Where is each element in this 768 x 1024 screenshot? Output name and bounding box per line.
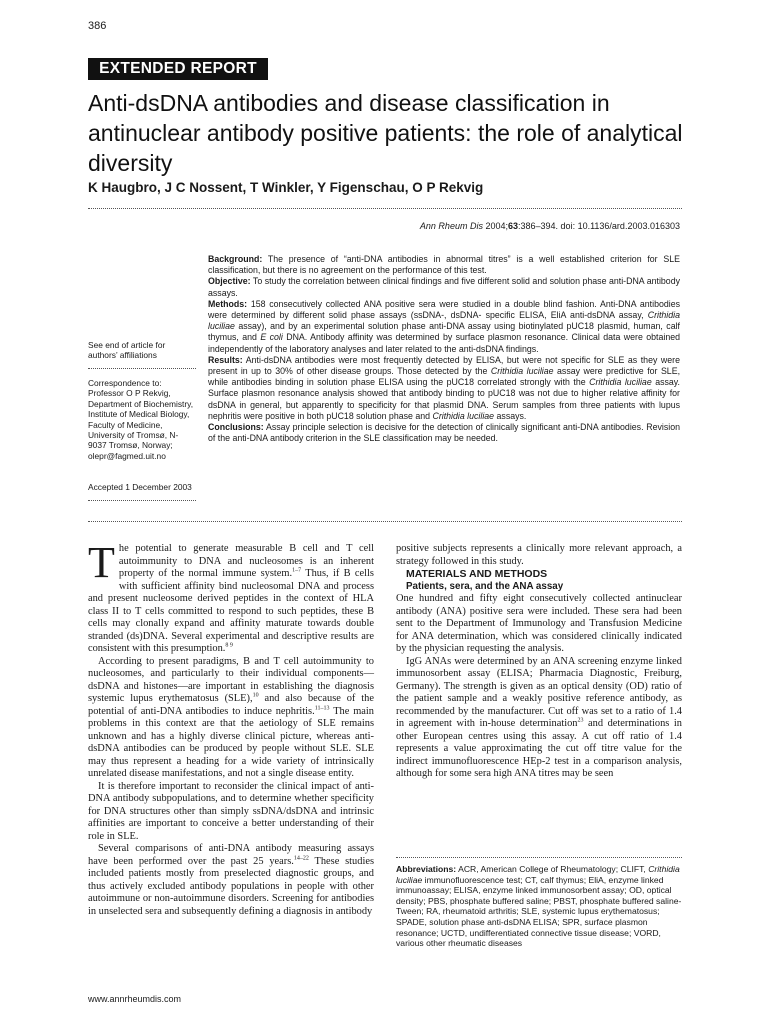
sidebar-divider xyxy=(88,368,196,369)
abstract-divider xyxy=(88,521,682,522)
abstract-conclusions: Conclusions: Assay principle selection is decisive for the detection of clinically significant anti-DNA antibodies. Revision of the anti-DNA antibody criterion in the SLE classification may be needed. xyxy=(208,422,680,444)
abbreviations-note: Abbreviations: ACR, American College of Rheumatology; CLIFT, Crithidia luciliae immunofluorescence test; CT, calf thymus; EliA, enzyme linked immunoassay; ELISA, enzyme linked immunosorbent assay; OD, optical density; PBS, phosphate buffered saline; PBST, phosphate buffered saline-Tween; RA, rheumatoid arthritis; SLE, systemic lupus erythematosus; SPADE, solution phase anti-dsDNA ELISA; SPR, surface plasmon resonance; UCTD, undifferentiated connective tissue disease; VORD, various other rheumatic diseases xyxy=(396,864,682,949)
citation-pages: :386–394. doi: 10.1136/ard.2003.016303 xyxy=(518,221,680,231)
sidebar-divider xyxy=(88,500,196,501)
journal-name: Ann Rheum Dis xyxy=(419,221,483,231)
footer-url[interactable]: www.annrheumdis.com xyxy=(88,994,182,1004)
correspondence-note: Correspondence to: Professor O P Rekvig, Department of Biochemistry, Institute of Medical Biology, Faculty of Medicine, University of Tromsø, N-9037 Tromsø, Norway; olepr@fagmed.uit.no xyxy=(88,378,194,461)
paragraph: IgG ANAs were determined by an ANA screening enzyme linked immunosorbent assay (ELISA; Pharmacia Diagnostic, Freiburg, Germany). The strength is given as an optical density (OD) ratio of the patient sample and a weakly positive reference antibody, as recommended by the manufacturer. Cut off was set to a ratio of 1.4 in agreement with in-house determination$^{23}$ and determinations in other European centres using this assay. A cut off ratio of 1.4 represents a value approximating the cut off titre value for the indirect immunofluorescence HEp-2 test in a comparison analysis, although for some sera high ANA titres may be seen xyxy=(396,655,682,779)
accepted-date: Accepted 1 December 2003 xyxy=(88,482,192,492)
abstract xyxy=(208,254,680,444)
report-type-label: EXTENDED REPORT xyxy=(88,58,268,80)
abstract-background: Background: The presence of “anti-DNA antibodies in abnormal titres” is a well established criterion for SLE classification, but there is no agreement on the performance of this test. xyxy=(208,254,680,276)
subsection-heading: Patients, sera, and the ANA assay xyxy=(406,580,564,592)
drop-cap: T xyxy=(88,538,115,587)
affiliations-note: See end of article for authors’ affiliations xyxy=(88,340,166,361)
citation-volume: 63 xyxy=(508,221,519,231)
body-column-right xyxy=(396,543,682,781)
header-divider xyxy=(88,208,682,209)
page-number: 386 xyxy=(88,20,107,32)
abstract-results: Results: Anti-dsDNA antibodies were most frequently detected by ELISA, but were not specific for SLE as they were present in up to 30% of other disease groups. Those detected by the Crithidia luciliae assay were predictive for SLE, while antibodies binding in solution phase ELISA using the pUC18 correlated strongly with the Crithidia luciliae assay. Surface plasmon resonance analysis showed that antibody binding to pUC18 was not due to higher relative affinity for dsDNA in general, but apparently to specificity for that plasmid DNA. Serum samples from three patients with lupus nephritis were positive in both pUC18 solution phase and Crithidia luciliae assays. xyxy=(208,354,681,421)
section-heading: MATERIALS AND METHODS xyxy=(406,568,548,580)
paragraph: Several comparisons of anti-DNA antibody measuring assays have been performed over the past 25 years.$^{14-22}$ These studies included patients mostly from preselected diagnostic groups, and thus actively excluded antibody populations in people with other autoimmune or non-autoimmune disorders. Screening for antibodies in unselected sera and subsequently defining a diagnosis in antibody xyxy=(88,843,374,917)
paragraph: The potential to generate measurable B cell and T cell autoimmunity to DNA and nucleosomes is an inherent property of the normal immune system.$^{1-7}$ Thus, if B cells with sufficient affinity bind nucleosomal DNA and process and present nucleosome derived peptides in the context of HLA class II to T cells committed to respond to such peptides, these B cells may clonally expand and affinity maturate towards double stranded (ds)DNA. Several experimental and descriptive results are consistent with this presumption.$^{8 9}$ xyxy=(88,538,374,654)
article-title: Anti-dsDNA antibodies and disease classification in antinuclear antibody positive patients: the role of analytical diversity xyxy=(88,90,683,176)
paragraph: According to present paradigms, B and T cell autoimmunity to nucleosomes, and particularly to their individual components—dsDNA and histones—are important in establishing the diagnosis systemic lupus erythematosus (SLE),$^{10}$ and also because of the potential of anti-DNA antibodies to induce nephritis.$^{11-13}$ The main problems in this context are that the aetiology of SLE remains unknown and has a highly diverse clinical picture, whereas anti-dsDNA antibodies can be produced by people without SLE. SLE may thus represent a heading for a wide variety of intrinsically unrelated disease manifestations, and not a single disease entity. xyxy=(88,655,374,779)
body-column-left xyxy=(88,538,374,918)
paragraph: positive subjects represents a clinically more relevant approach, a strategy followed in this study. xyxy=(396,543,682,567)
abstract-objective: Objective: To study the correlation between clinical findings and five different solid and solution phase anti-DNA antibody assays. xyxy=(208,276,680,298)
abstract-methods: Methods: 158 consecutively collected ANA positive sera were studied in a double blind fashion. Anti-DNA antibodies were determined by different solid phase assays (ssDNA-, dsDNA- specific ELISA, EliA anti-dsDNA assay, Crithidia luciliae assay), and by an experimental solution phase anti-DNA assay using biotinylated pUC18 plasmid, human, calf thymus, and E coli DNA. Antibody affinity was determined by surface plasmon resonance. Clinical data were obtained independently of the laboratory analyses and later related to the anti-dsDNA findings. xyxy=(208,298,681,354)
paragraph: One hundred and fifty eight consecutively collected antinuclear antibody (ANA) positive sera were included. These sera had been sent to the Department of Immunology and Transfusion Medicine for ANA determination, which was considered clinically indicated by the physician requesting the analysis. xyxy=(396,593,682,654)
author-list: K Haugbro, J C Nossent, T Winkler, Y Figenschau, O P Rekvig xyxy=(88,180,484,195)
citation-year: 2004; xyxy=(485,221,508,231)
citation-line xyxy=(420,221,680,231)
abbreviations-divider xyxy=(396,857,682,858)
paragraph: It is therefore important to reconsider the clinical impact of anti-DNA antibody subpopulations, and to determine whether specificity for DNA structures other than simply ssDNA/dsDNA and intrinsic affinities are important to conceive a better understanding of their role in SLE. xyxy=(88,780,374,842)
